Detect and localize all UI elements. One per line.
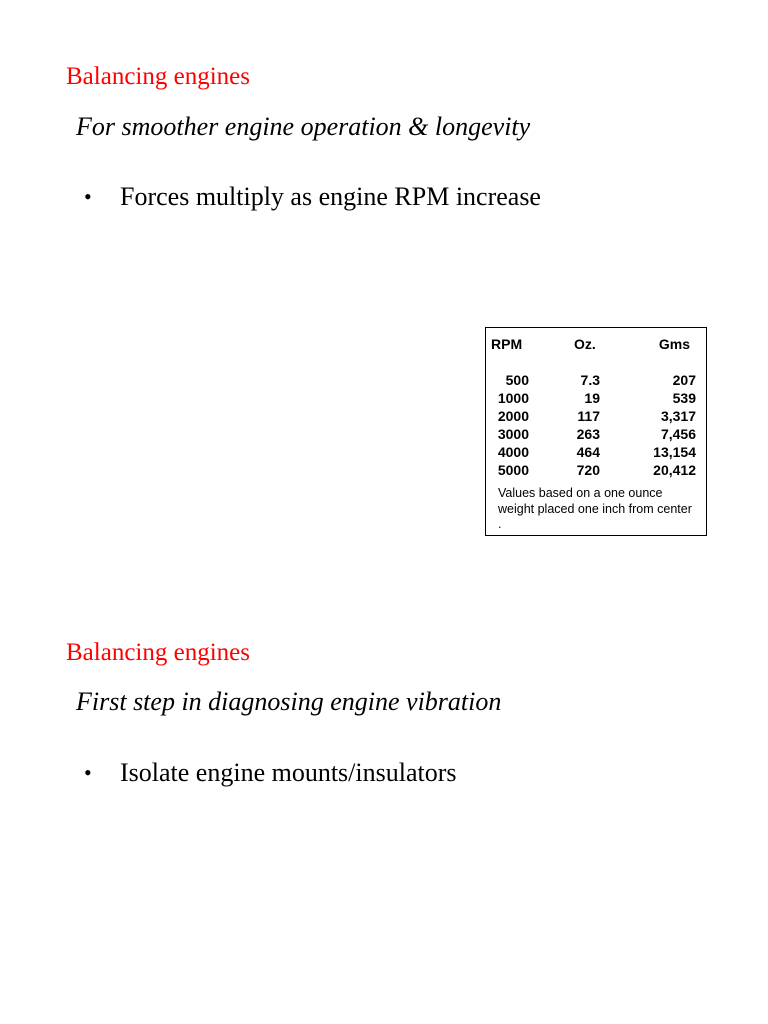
cell-oz: 117 [577,408,600,424]
table-row [486,371,706,389]
bullet-text: Forces multiply as engine RPM increase [120,182,541,211]
cell-oz: 464 [576,444,600,460]
table-footnote: Values based on a one ounce weight placed one inch from center . [498,486,692,531]
cell-gms: 3,317 [660,408,696,424]
cell-rpm: 1000 [497,390,529,406]
cell-oz: 19 [584,390,600,406]
slide-title: Balancing engines [66,63,250,90]
cell-rpm: 4000 [497,444,529,460]
bullet-text: Isolate engine mounts/insulators [120,758,457,787]
table-header-row [486,335,706,353]
header-oz: Oz. [574,336,596,352]
cell-rpm: 5000 [497,462,529,478]
bullet-icon: • [84,760,92,785]
cell-rpm: 3000 [497,426,529,442]
cell-gms: 7,456 [660,426,696,442]
table-row [486,443,706,461]
cell-gms: 539 [672,390,696,406]
slide-subtitle: For smoother engine operation & longevity [76,112,531,141]
cell-oz: 720 [576,462,600,478]
cell-oz: 263 [576,426,600,442]
table-row [486,407,706,425]
slide-subtitle: First step in diagnosing engine vibration [76,687,502,716]
table-row [486,461,706,479]
header-gms: Gms [658,336,690,352]
table-row [486,425,706,443]
slide-2 [0,600,768,1024]
rpm-force-table [485,327,707,536]
cell-rpm: 2000 [497,408,529,424]
cell-rpm: 500 [505,372,529,388]
cell-gms: 20,412 [653,462,696,478]
bullet-icon: • [84,184,92,209]
slide-title: Balancing engines [66,639,250,666]
header-rpm: RPM [491,336,523,352]
cell-gms: 207 [672,372,696,388]
cell-oz: 7.3 [580,372,600,388]
cell-gms: 13,154 [653,444,696,460]
table-row [486,389,706,407]
